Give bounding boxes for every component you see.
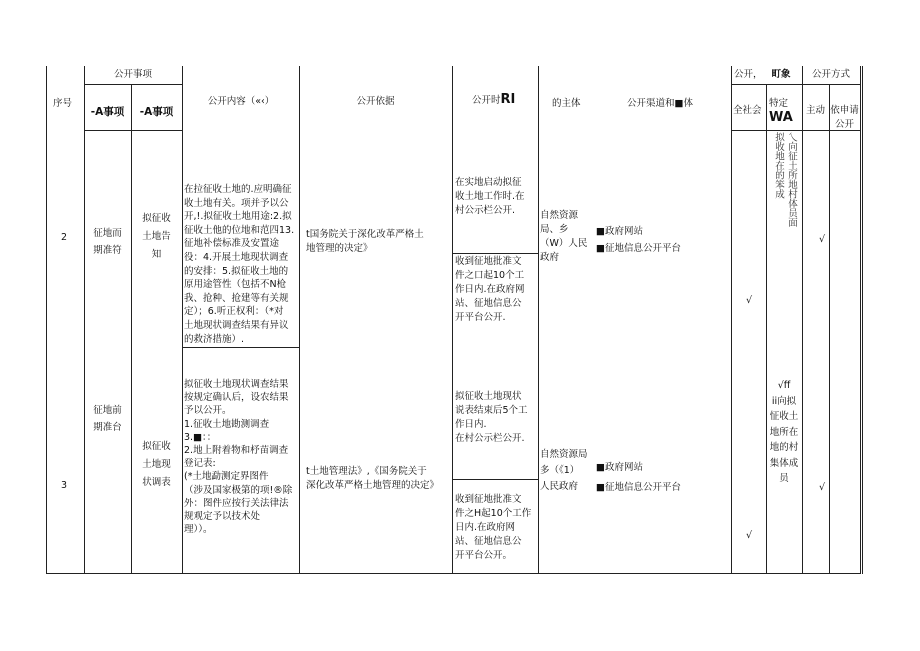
rule-col-content [299, 66, 300, 574]
header-method-request: 依申请公开 [830, 105, 859, 130]
rule-header-bottom-left [84, 130, 182, 131]
row2-mark-all: √ [746, 295, 753, 306]
rule-content-mid-r2 [183, 347, 299, 348]
row2-basis: t国务院关于深化改革严格土 地管理的决定》 [306, 229, 424, 254]
header-target-specific-big: WA [769, 110, 793, 125]
row3-time-b: 收到征地批准文 件之H起10个工作 日内.在政府网 站、征地信息公 开平台公开。 [455, 494, 532, 561]
row2-seq: 2 [61, 232, 68, 243]
rule-time-mid-r2 [452, 253, 538, 254]
header-matter-lvl1: -A事项 [90, 106, 125, 118]
row2-subject: 自然资源 局、乡 （W）人民 政府 [540, 210, 588, 263]
row3-subject: 自然资源局 多（《1） 人民政府 [540, 449, 588, 492]
rule-table-bottom [46, 573, 861, 574]
header-time-prefix: 公开时 [472, 95, 501, 106]
rule-col-target-all [766, 84, 767, 574]
header-method-active: 主动 [806, 105, 826, 116]
row2-lvl2: 拟征收 土地告 知 [142, 213, 171, 260]
row3-specific: √ff ii向拟 怔收土 地所在 地的村 集体成 员 [769, 380, 799, 484]
header-target-all: 全社会 [733, 105, 762, 116]
rule-col-lvl2 [182, 66, 183, 574]
rule-top-target [731, 84, 861, 85]
header-content: 公开内容（«‹） [207, 96, 275, 107]
rule-col-seq [84, 66, 85, 574]
rule-col-channel [731, 66, 732, 574]
header-target-specific-vert: 乀向征土所地村体员面拟收地在的笨成 [773, 132, 797, 227]
header-target-top-2: 町象 [771, 69, 791, 80]
rule-col-method [829, 84, 830, 574]
rule-col-lvl1 [131, 84, 132, 574]
row3-lvl2: 拟征收 土地现 状调表 [142, 441, 171, 488]
row2-time-b: 收到征地批准文 件之口起10个工 作日内.在政府网 站、征地信息公 开平台公开. [455, 256, 525, 323]
header-method-group: 公开方式 [811, 69, 850, 80]
rule-col-right-outer [862, 66, 863, 574]
header-basis: 公开依据 [356, 96, 395, 107]
header-target-top [734, 68, 791, 82]
row2-channel: ■政府网站 ■征地信息公开平台 [596, 226, 681, 254]
header-matter-group: 公开事项 [113, 69, 152, 80]
header-time [472, 93, 515, 108]
row3-time-a: 拟征收土地现状 说表结束后5个工 作日内. 在村公示栏公开. [455, 391, 528, 444]
rule-time-mid-r3 [452, 479, 538, 480]
row3-lvl1: 征地前 期准台 [93, 405, 122, 433]
header-target-top-1: 公开， [734, 69, 763, 80]
header-time-suffix: RI [500, 92, 516, 107]
header-target-specific: 特定 [769, 98, 789, 109]
row3-seq: 3 [61, 480, 68, 491]
rule-col-left [46, 66, 47, 574]
row3-basis: t土地管理法》,《国务院关于 深化改革严格土地管理的决定》 [306, 466, 440, 491]
rule-col-time [538, 66, 539, 574]
row3-channel: ■政府网站 ■征地信息公开平台 [596, 462, 681, 493]
row3-mark-all: √ [746, 530, 753, 541]
row2-content: 在拉征收土地的.应明确征 收土地有关。项并予以公 开,!.拟征收土地用途:2.拟 征收土他的位地和范四13. 征地补偿标准及安置途 役：4.开展土地现状调查 的安排：5.拟征收土地的 原用途管性（包括不N枪 我、抢种、抢建等有关规 定）；6.听正权利：（*对 土地现状调查结果有异议 的救济措施）. [184, 184, 295, 345]
rule-col-right [860, 66, 861, 574]
row2-mark-active: √ [819, 234, 826, 245]
header-seq: 序号 [53, 98, 73, 109]
row2-time-a: 在实地启动拟征 收土地工作时.在 村公示栏公开. [455, 177, 525, 216]
header-channel: 公开渠道和■体 [627, 98, 693, 109]
row3-mark-active: √ [819, 482, 826, 493]
header-matter-lvl2: -A事项 [139, 106, 174, 118]
header-subject: 的主体 [552, 98, 581, 109]
rule-top-group [84, 84, 183, 85]
row3-content: 拟征收土地现状调查结果 按规定确认后，设农结果 予以公开。 1.征收土地勘测调查 3.■：： 2.地上附着物和杼苗调查 登记表: (*土地勐测定界图件 （涉及国家极第的项!®除 外：图件应按行关法律法 规观定予以技术处 理））。 [184, 379, 293, 536]
rule-col-target-specific [802, 66, 803, 574]
row2-lvl1: 征地而 期准符 [93, 228, 122, 256]
rule-col-basis [452, 66, 453, 574]
